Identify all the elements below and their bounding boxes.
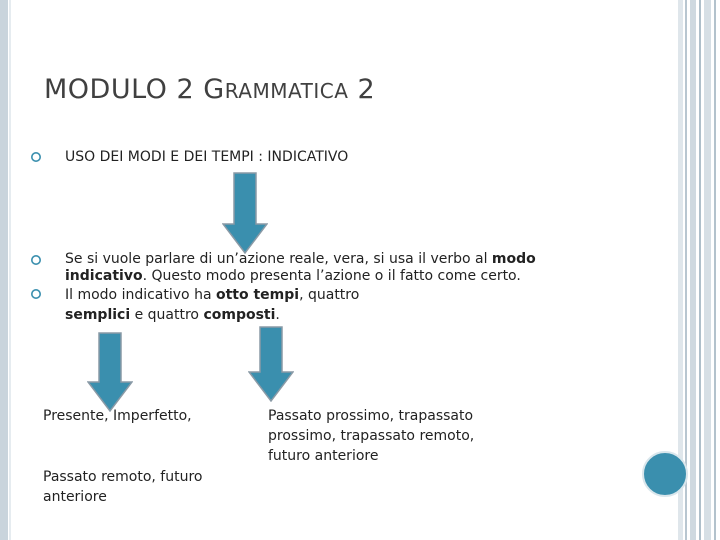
bullet-text-otto-tempi: Il modo indicativo ha otto tempi, quattro semplici e quattro composti. [65, 287, 360, 323]
bullet-text-uso-dei-modi: USO DEI MODI E DEI TEMPI : INDICATIVO [65, 149, 349, 165]
slide-title: MODULO 2 GRAMMATICA 2 [44, 74, 376, 105]
decorative-circle [642, 451, 688, 497]
compound-tenses: Passato prossimo, trapassato prossimo, trapassato remoto, futuro anteriore [268, 408, 475, 464]
left-border-inner [9, 0, 11, 540]
simple-tenses-line-1: Presente, Imperfetto, [43, 408, 192, 424]
down-arrow-icon [87, 332, 133, 412]
down-arrow-icon [222, 172, 268, 254]
simple-tenses-line-2: Passato remoto, futuro anteriore [43, 469, 203, 505]
bullet-icon [30, 254, 42, 266]
bullet-text-modo-indicativo: Se si vuole parlare di un’azione reale, vera, si usa il verbo al modo indicativo. Questo modo presenta l’azione o il fatto come certo. [65, 251, 536, 284]
right-border [678, 0, 720, 540]
bullet-icon [30, 151, 42, 163]
bullet-icon [30, 288, 42, 300]
left-border [0, 0, 8, 540]
down-arrow-icon [248, 326, 294, 402]
